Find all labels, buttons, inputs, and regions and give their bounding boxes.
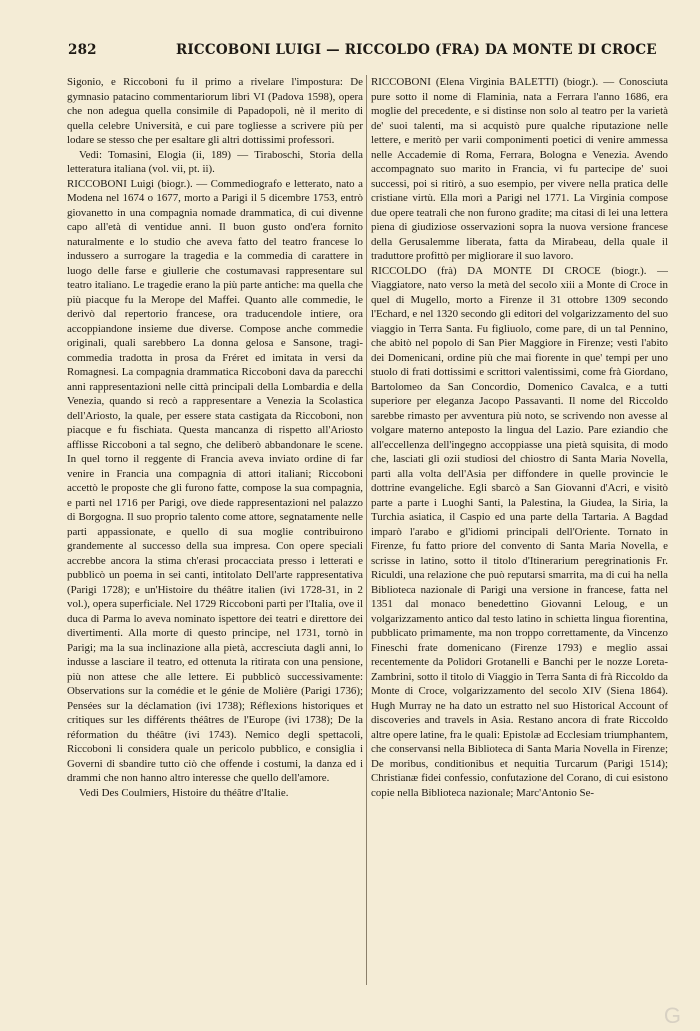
- paragraph-references-1: Vedi: Tomasini, Elogia (ii, 189) — Tiraboschi, Storia della letteratura italiana (vol. vii, pt. ii).: [67, 148, 363, 175]
- column-divider: [366, 75, 367, 985]
- page-header: [66, 42, 660, 64]
- running-head: RICCOBONI LUIGI — RICCOLDO (FRA) DA MONTE DI CROCE: [176, 42, 657, 58]
- paragraph-references-2: Vedi Des Coulmiers, Histoire du théâtre d'Italie.: [79, 786, 289, 799]
- entry-riccoboni-luigi: RICCOBONI Luigi (biogr.). — Commediografo e letterato, nato a Modena nel 1674 o 1677, morto a Parigi il 5 dicembre 1753, entrò giovanetto in una compagnia nomade drammatica, di cui divenne capo all'età di ventidue anni. Il buon gusto ond'era fornito naturalmente e lo studio che aveva fatto del teatro francese lo indussero a surrogare la tragedia e la commedia di carattere in luogo delle farse e giullerie che costumavasi rappresentare sul teatro italiano. Le tragedie erano la più parte antiche: ma quella che più piacque fu la Merope del Maffei. Quanto alle commedie, le derivò dal repertorio francese, ora traducendole intiere, ora accoppiandone insieme due diverse. Compose anche commedie originali, quali sarebbero La donna gelosa e Sansone, tragi-commedia tradotta in prosa da Fréret ed imitata in versi da Romagnesi. La compagnia drammatica Riccoboni dava da parecchi anni rappresentazioni nelle città principali della Lombardia e della Venezia, quando si recò a rappresentare a Venezia la Scolastica dell'Ariosto, la quale, per essere stata castigata da Riccoboni, non piacque e fu fischiata. Questa mancanza di rispetto all'Ariosto afflisse Riccoboni a tal segno, che deliberò abbandonare le scene. In quel torno il reggente di Francia aveva inviato ordine di far venire in Francia una compagnia di attori italiani; Riccoboni accettò le proposte che gli furono fatte, compose la sua compagnia, e partì nel 1716 per Parigi, ove diede rappresentazioni nel palazzo di Borgogna. Il suo proprio talento come attore, segnatamente nelle parti appassionate, e quello di sua moglie contribuirono grandemente al successo della sua impresa. Con opere speciali accrebbe ancora la stima ch'erasi procacciata presso i letterati e pubblicò un poema in sei canti, intitolato Dell'arte rappresentativa (Parigi 1728); e un'Histoire du théâtre italien (ivi 1728-31, in 2 vol.), opera superficiale. Nel 1729 Riccoboni partì per l'Italia, ove il duca di Parma lo aveva nominato ispettore dei teatri e direttore dei divertimenti. Alla morte di questo principe, nel 1731, tornò in Parigi; ma la sua inclinazione alla pietà, accresciuta dagli anni, lo indusse a lasciare il teatro, ed ottenuta la ritirata con una pensione, più non attese che alle lettere. Ei pubblicò successivamente: Observations sur la comédie et le génie de Molière (Parigi 1736); Pensées sur la déclamation (ivi 1738); Réflexions historiques et critiques sur les différents théâtres de l'Europe (ivi 1738); De la réformation du théâtre (ivi 1743). Nemico degli spettacoli, Riccoboni li considera quale un pericolo pubblico, e consiglia i Governi di sbandire tutto ciò che offende i costumi, la danza ed i drammi che non hanno altro interesse che quello dell'amore.: [67, 177, 363, 784]
- watermark: G: [663, 1003, 682, 1028]
- entry-riccoldo: RICCOLDO (frà) DA MONTE DI CROCE (biogr.). — Viaggiatore, nato verso la metà del secolo xiii a Monte di Croce in quel di Mugello, morto a Firenze il 31 ottobre 1309 secondo l'Echard, e nel 1320 secondo gli editori del volgarizzamento del suo viaggio in Terra Santa. Fu figliuolo, come pare, di un tal Pennino, che abitò nel popolo di San Pier Maggiore in Firenze; vestì l'abito dei Domenicani, ordine più che mai fiorente in que' tempi per uno stuolo di frati dottissimi e scrittori valentissimi, come frà Giordano, Bartolomeo da San Concordio, Domenico Cavalca, e a tutti superiore per eleganza Jacopo Passavanti. Il nome del Riccoldo sarebbe rimasto per avventura più noto, se scrivendo non avesse al volgare materno anteposto la lingua del Lazio. Pare eziandio che all'eccellenza dell'ingegno accoppiasse una pietà squisita, di modo che, lasciati gli ozii studiosi del chiostro di Santa Maria Novella, partì alla volta dell'Asia per diffondere in quelle provincie le dottrine evangeliche. Egli sbarcò a San Giovanni d'Acri, e visitò parte a parte i Luoghi Santi, la Palestina, la Giudea, la Siria, la Turchia asiatica, il Caspio ed una parte della Tartaria. A Bagdad imparò l'arabo e gl'idiomi principali dell'Oriente. Tornato in Firenze, fu fatto priore del convento di Santa Maria Novella, e scrisse in latino, sotto il titolo d'Itinerarium peregrinationis Fr. Riculdi, una relazione che può reputarsi smarrita, ma di cui ha nella Biblioteca nazionale di Parigi una versione in francese, fatta nel 1351 dal monaco benedettino Giovanni Leloug, e un volgarizzamento antico dal testo latino in schietta lingua fiorentina, pubblicato primamente, ma non troppo correttamente, da Vincenzo Fineschi frate domenicano (Firenze 1793) e meglio assai recentemente da Polidori Grotanelli e Banchi per le nozze Loreta-Zambrini, sotto il titolo di Viaggio in Terra Santa di frà Riccoldo da Monte di Croce, volgarizzamento del secolo XIV (Siena 1864). Hugh Murray ne ha dato un estratto nel suo Historical Account of discoveries and travels in Asia. Restano ancora di frate Riccoldo altre opere latine, fra le quali: Epistolæ ad Ecclesiam triumphantem, che conservansi nella Biblioteca di Santa Maria Novella in Firenze; De moribus, conditionibus et nequitia Turcarum (Parigi 1514); Christianæ fidei confessio, confutazione del Corano, di cui esistono copie nella Biblioteca nazionale; Marc'Antonio Se-: [371, 264, 668, 799]
- paragraph-sigonio: Sigonio, e Riccoboni fu il primo a rivelare l'impostura: De gymnasio patacino commentariorum libri VI (Padova 1598), opera che non adegua quella consimile di Papadopoli, nè il merito di quella celebre Università, e cui pare togliesse a scrivere più per lodare se stesso che per esaltare gli altri dottissimi professori.: [67, 76, 363, 146]
- page-number: 282: [68, 42, 97, 58]
- entry-riccoboni-elena: RICCOBONI (Elena Virginia BALETTI) (biogr.). — Conosciuta pure sotto il nome di Flaminia, nata a Ferrara l'anno 1686, era moglie del precedente, e si distinse non solo al teatro per la varietà de' suoi talenti, ma si acquistò pure qualche riputazione nelle lettere, e meritò per varii componimenti poetici di venire ammessa nelle Accademie di Roma, Ferrara, Bologna e Venezia. Avendo accompagnato suo marito in Francia, vi fu partecipe de' suoi successi, poi si ritirò, a suo esempio, per vivere nella pratica delle cristiane virtù. Ella morì a Parigi nel 1771. La Virginia compose due opere teatrali che non furono gradite; ma citasi di lei una lettera piena di giudiziose osservazioni sopra la nuova versione francese della Gerusalemme liberata, fatta da Mirabeau, della quale il traduttore profittò per migliorare il suo lavoro.: [371, 76, 668, 262]
- left-column: [67, 75, 363, 990]
- right-column: [371, 75, 668, 990]
